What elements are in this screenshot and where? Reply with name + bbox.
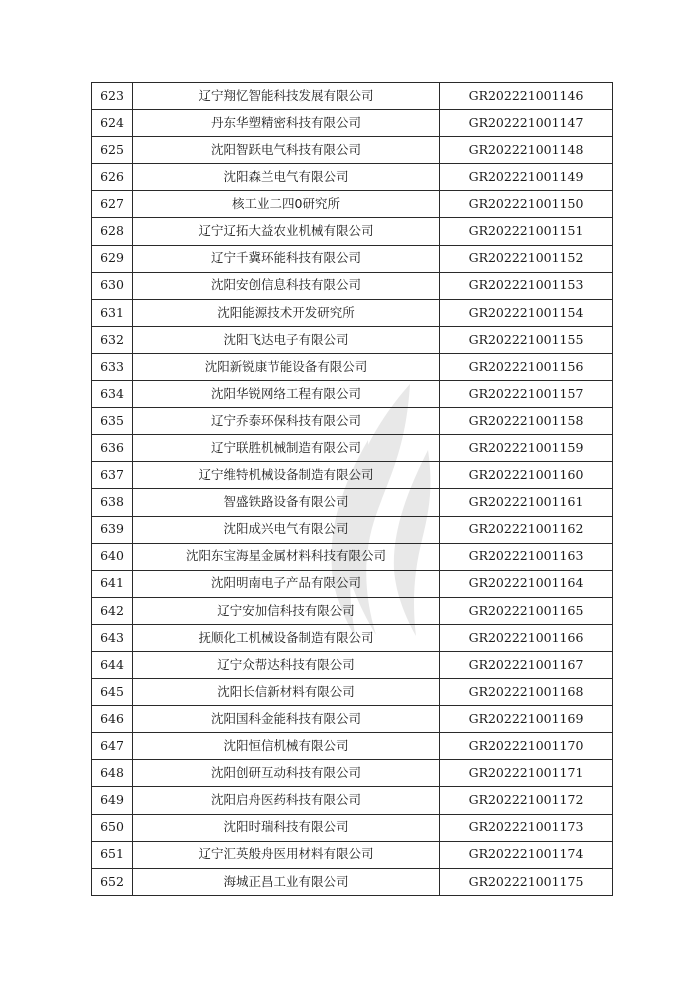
company-name: 沈阳能源技术开发研究所 [133,299,440,326]
row-number: 647 [92,733,133,760]
row-number: 652 [92,868,133,895]
table-body [92,83,613,896]
company-name: 沈阳东宝海星金属材料科技有限公司 [133,543,440,570]
certificate-code: GR202221001158 [440,408,613,435]
company-name: 辽宁辽拓大益农业机械有限公司 [133,218,440,245]
certificate-code: GR202221001168 [440,679,613,706]
company-name: 沈阳启舟医药科技有限公司 [133,787,440,814]
certificate-code: GR202221001170 [440,733,613,760]
table-row [92,787,613,814]
certificate-code: GR202221001152 [440,245,613,272]
table-row [92,489,613,516]
company-name: 沈阳明南电子产品有限公司 [133,570,440,597]
company-name: 辽宁千冀环能科技有限公司 [133,245,440,272]
certificate-code: GR202221001157 [440,381,613,408]
row-number: 627 [92,191,133,218]
company-name: 辽宁翔忆智能科技发展有限公司 [133,83,440,110]
table-row [92,841,613,868]
row-number: 630 [92,272,133,299]
certificate-code: GR202221001154 [440,299,613,326]
row-number: 625 [92,137,133,164]
table-row [92,868,613,895]
company-name: 辽宁维特机械设备制造有限公司 [133,462,440,489]
company-name: 抚顺化工机械设备制造有限公司 [133,624,440,651]
certificate-code: GR202221001165 [440,597,613,624]
company-name: 沈阳恒信机械有限公司 [133,733,440,760]
row-number: 642 [92,597,133,624]
row-number: 640 [92,543,133,570]
table-row [92,353,613,380]
certificate-code: GR202221001163 [440,543,613,570]
company-name: 沈阳华锐网络工程有限公司 [133,381,440,408]
company-name: 丹东华塑精密科技有限公司 [133,110,440,137]
row-number: 623 [92,83,133,110]
table-row [92,733,613,760]
company-name: 沈阳新锐康节能设备有限公司 [133,353,440,380]
certificate-code: GR202221001155 [440,326,613,353]
company-name: 沈阳创研互动科技有限公司 [133,760,440,787]
certificate-code: GR202221001164 [440,570,613,597]
company-name: 沈阳长信新材料有限公司 [133,679,440,706]
table-row [92,814,613,841]
row-number: 634 [92,381,133,408]
row-number: 635 [92,408,133,435]
company-name: 沈阳国科金能科技有限公司 [133,706,440,733]
company-name: 沈阳森兰电气有限公司 [133,164,440,191]
company-name: 沈阳时瑞科技有限公司 [133,814,440,841]
table-row [92,570,613,597]
table-row [92,408,613,435]
certificate-code: GR202221001156 [440,353,613,380]
table-row [92,651,613,678]
company-name: 海城正昌工业有限公司 [133,868,440,895]
row-number: 644 [92,651,133,678]
certificate-code: GR202221001148 [440,137,613,164]
certificate-code: GR202221001160 [440,462,613,489]
certificate-code: GR202221001147 [440,110,613,137]
table-row [92,272,613,299]
row-number: 650 [92,814,133,841]
certificate-code: GR202221001172 [440,787,613,814]
company-name: 辽宁众帮达科技有限公司 [133,651,440,678]
table-row [92,706,613,733]
row-number: 632 [92,326,133,353]
enterprise-table [91,82,613,896]
table-row [92,381,613,408]
table-row [92,624,613,651]
certificate-code: GR202221001161 [440,489,613,516]
row-number: 631 [92,299,133,326]
row-number: 649 [92,787,133,814]
table-row [92,164,613,191]
row-number: 633 [92,353,133,380]
row-number: 641 [92,570,133,597]
table-row [92,245,613,272]
table-row [92,462,613,489]
row-number: 637 [92,462,133,489]
certificate-code: GR202221001173 [440,814,613,841]
table-row [92,137,613,164]
row-number: 646 [92,706,133,733]
table-row [92,326,613,353]
row-number: 638 [92,489,133,516]
certificate-code: GR202221001153 [440,272,613,299]
table-row [92,83,613,110]
row-number: 645 [92,679,133,706]
certificate-code: GR202221001159 [440,435,613,462]
table-row [92,191,613,218]
company-name: 沈阳安创信息科技有限公司 [133,272,440,299]
company-name: 沈阳飞达电子有限公司 [133,326,440,353]
table-row [92,299,613,326]
table-row [92,679,613,706]
certificate-code: GR202221001174 [440,841,613,868]
table-row [92,597,613,624]
row-number: 636 [92,435,133,462]
row-number: 628 [92,218,133,245]
table-row [92,110,613,137]
certificate-code: GR202221001166 [440,624,613,651]
certificate-code: GR202221001150 [440,191,613,218]
table-row [92,435,613,462]
row-number: 648 [92,760,133,787]
certificate-code: GR202221001169 [440,706,613,733]
table-row [92,543,613,570]
company-name: 智盛铁路设备有限公司 [133,489,440,516]
row-number: 651 [92,841,133,868]
certificate-code: GR202221001149 [440,164,613,191]
row-number: 639 [92,516,133,543]
table-row [92,760,613,787]
certificate-code: GR202221001151 [440,218,613,245]
row-number: 629 [92,245,133,272]
company-name: 核工业二四0研究所 [133,191,440,218]
row-number: 626 [92,164,133,191]
row-number: 643 [92,624,133,651]
company-name: 辽宁安加信科技有限公司 [133,597,440,624]
certificate-code: GR202221001162 [440,516,613,543]
certificate-code: GR202221001146 [440,83,613,110]
table-row [92,516,613,543]
company-name: 沈阳智跃电气科技有限公司 [133,137,440,164]
certificate-code: GR202221001175 [440,868,613,895]
table-row [92,218,613,245]
row-number: 624 [92,110,133,137]
company-name: 辽宁汇英般舟医用材料有限公司 [133,841,440,868]
company-name: 辽宁乔泰环保科技有限公司 [133,408,440,435]
company-name: 辽宁联胜机械制造有限公司 [133,435,440,462]
company-name: 沈阳成兴电气有限公司 [133,516,440,543]
certificate-code: GR202221001171 [440,760,613,787]
certificate-code: GR202221001167 [440,651,613,678]
